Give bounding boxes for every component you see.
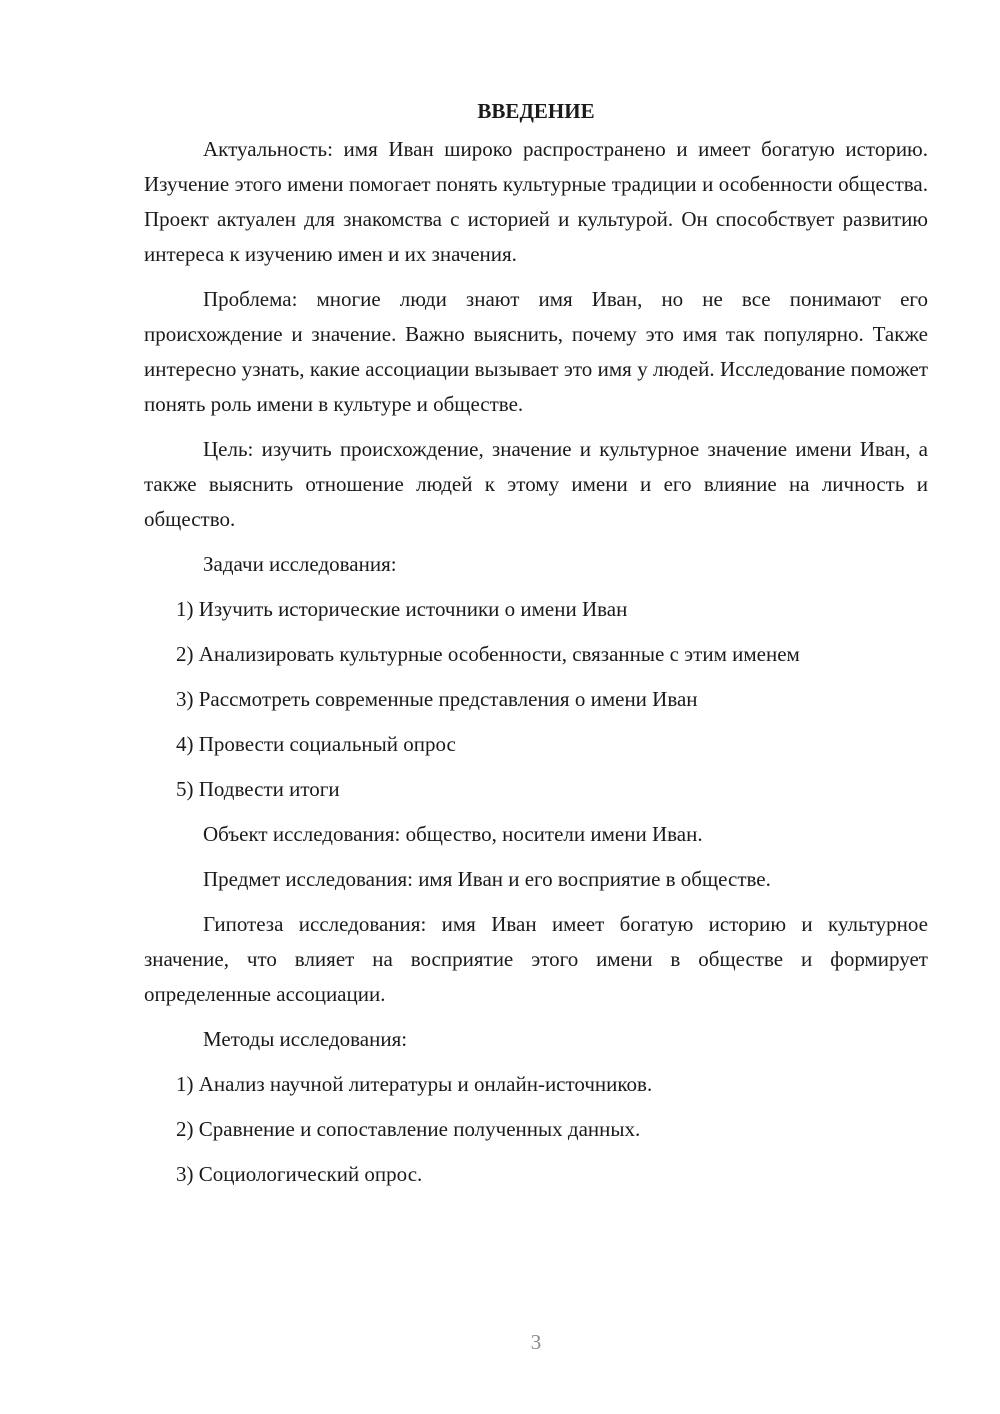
relevance-paragraph: Актуальность: имя Иван широко распространено и имеет богатую историю. Изучение этого имени помогает понять культурные традиции и особенности общества. Проект актуален для знакомства с историей и культурой. Он способствует развитию интереса к изучению имен и их значения. [144, 137, 928, 266]
tasks-list [144, 592, 928, 806]
list-item: 3) Рассмотреть современные представления о имени Иван [176, 687, 698, 711]
subject-paragraph: Предмет исследования: имя Иван и его восприятие в обществе. [203, 867, 771, 891]
list-item: 3) Социологический опрос. [176, 1162, 423, 1186]
list-item: 2) Сравнение и сопоставление полученных данных. [176, 1117, 641, 1141]
list-item: 4) Провести социальный опрос [176, 732, 456, 756]
goal-paragraph: Цель: изучить происхождение, значение и культурное значение имени Иван, а также выяснить отношение людей к этому имени и его влияние на личность и общество. [144, 437, 928, 531]
methods-heading: Методы исследования: [203, 1027, 408, 1051]
page-title: ВВЕДЕНИЕ [477, 99, 595, 123]
page-number: 3 [530, 1330, 542, 1354]
list-item: 5) Подвести итоги [176, 777, 340, 801]
tasks-heading: Задачи исследования: [203, 552, 397, 576]
list-item: 1) Анализ научной литературы и онлайн-источников. [176, 1072, 653, 1096]
list-item: 1) Изучить исторические источники о имени Иван [176, 597, 628, 621]
problem-paragraph: Проблема: многие люди знают имя Иван, но не все понимают его происхождение и значение. Важно выяснить, почему это имя так популярно. Также интересно узнать, какие ассоциации вызывает это имя у людей. Исследование поможет понять роль имени в культуре и обществе. [144, 287, 928, 416]
document-page [144, 95, 928, 1202]
methods-list [144, 1067, 928, 1191]
hypothesis-paragraph: Гипотеза исследования: имя Иван имеет богатую историю и культурное значение, что влияет на восприятие этого имени в обществе и формирует определенные ассоциации. [144, 912, 928, 1006]
object-paragraph: Объект исследования: общество, носители имени Иван. [203, 822, 703, 846]
list-item: 2) Анализировать культурные особенности, связанные с этим именем [176, 642, 800, 666]
